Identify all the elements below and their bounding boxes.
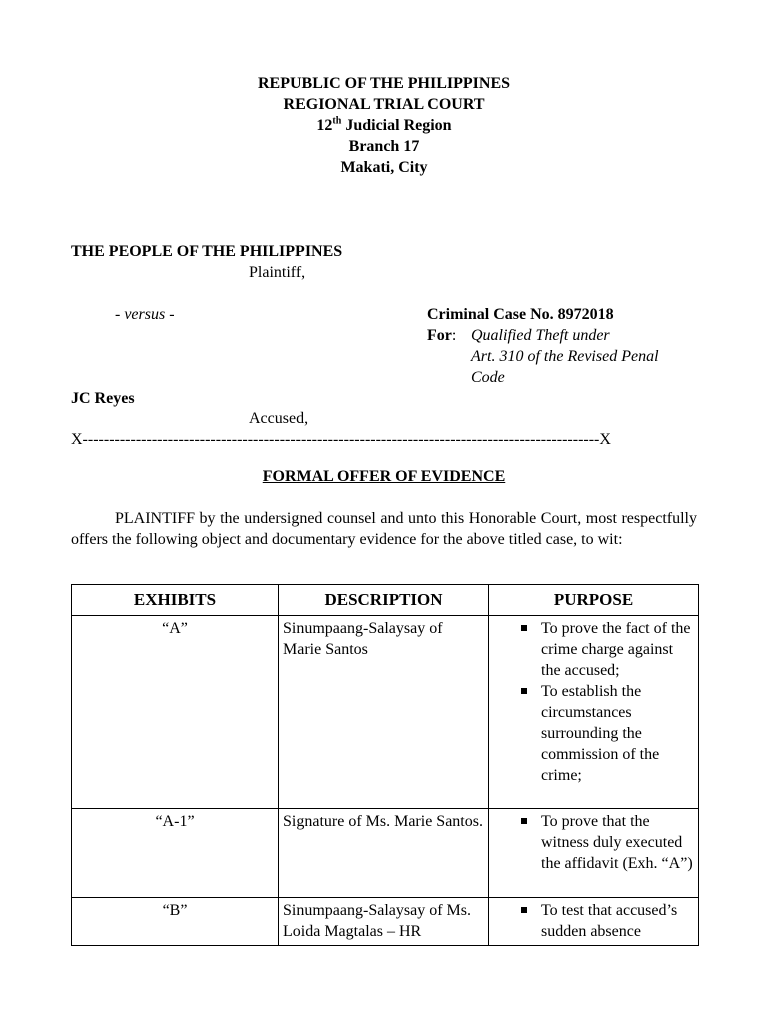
plaintiff-name: THE PEOPLE OF THE PHILIPPINES bbox=[71, 243, 343, 260]
header-location: Makati, City bbox=[340, 159, 428, 176]
table-row bbox=[72, 898, 699, 946]
description-cell: Sinumpaang-Salaysay of Marie Santos bbox=[279, 616, 489, 809]
header-exhibits: EXHIBITS bbox=[72, 585, 279, 616]
header-purpose: PURPOSE bbox=[489, 585, 699, 616]
header-branch: Branch 17 bbox=[348, 138, 420, 155]
case-for: For: bbox=[427, 327, 457, 344]
purpose-cell bbox=[489, 898, 699, 946]
intro-paragraph: PLAINTIFF by the undersigned counsel and unto this Honorable Court, most respectfully offers the following object and documentary evidence for the above titled case, to wit: bbox=[71, 510, 697, 548]
accused-role: Accused, bbox=[249, 410, 309, 427]
header-description: DESCRIPTION bbox=[279, 585, 489, 616]
description-cell: Sinumpaang-Salaysay of Ms. Loida Magtalas – HR bbox=[279, 898, 489, 946]
case-offense-line3: Code bbox=[471, 369, 505, 386]
evidence-table bbox=[71, 584, 699, 946]
purpose-item: To establish the circumstances surrounding the commission of the crime; bbox=[493, 681, 694, 786]
case-offense-line2: Art. 310 of the Revised Penal bbox=[471, 348, 659, 365]
table-row bbox=[72, 809, 699, 898]
header-region: 12th Judicial Region bbox=[316, 115, 452, 134]
versus-label: - versus - bbox=[115, 306, 175, 323]
header-republic: REPUBLIC OF THE PHILIPPINES bbox=[257, 75, 511, 92]
exhibit-cell: “B” bbox=[72, 898, 279, 946]
exhibit-cell: “A” bbox=[72, 616, 279, 809]
case-offense-line1: Qualified Theft under bbox=[471, 327, 610, 344]
header-court: REGIONAL TRIAL COURT bbox=[283, 96, 485, 113]
purpose-item: To prove that the witness duly executed the affidavit (Exh. “A”) bbox=[493, 811, 694, 874]
exhibit-cell: “A-1” bbox=[72, 809, 279, 898]
purpose-cell bbox=[489, 809, 699, 898]
description-cell: Signature of Ms. Marie Santos. bbox=[279, 809, 489, 898]
caption-divider: X-------------------------------------------------------------------------------------------------X bbox=[71, 431, 611, 448]
table-row bbox=[72, 616, 699, 809]
case-number: Criminal Case No. 8972018 bbox=[427, 306, 614, 323]
plaintiff-role: Plaintiff, bbox=[249, 264, 306, 281]
accused-name: JC Reyes bbox=[71, 390, 135, 407]
purpose-cell bbox=[489, 616, 699, 809]
purpose-item: To prove the fact of the crime charge against the accused; bbox=[493, 618, 694, 681]
purpose-item: To test that accused’s sudden absence bbox=[493, 900, 694, 942]
document-title: FORMAL OFFER OF EVIDENCE bbox=[262, 468, 506, 485]
table-header-row bbox=[72, 585, 699, 616]
